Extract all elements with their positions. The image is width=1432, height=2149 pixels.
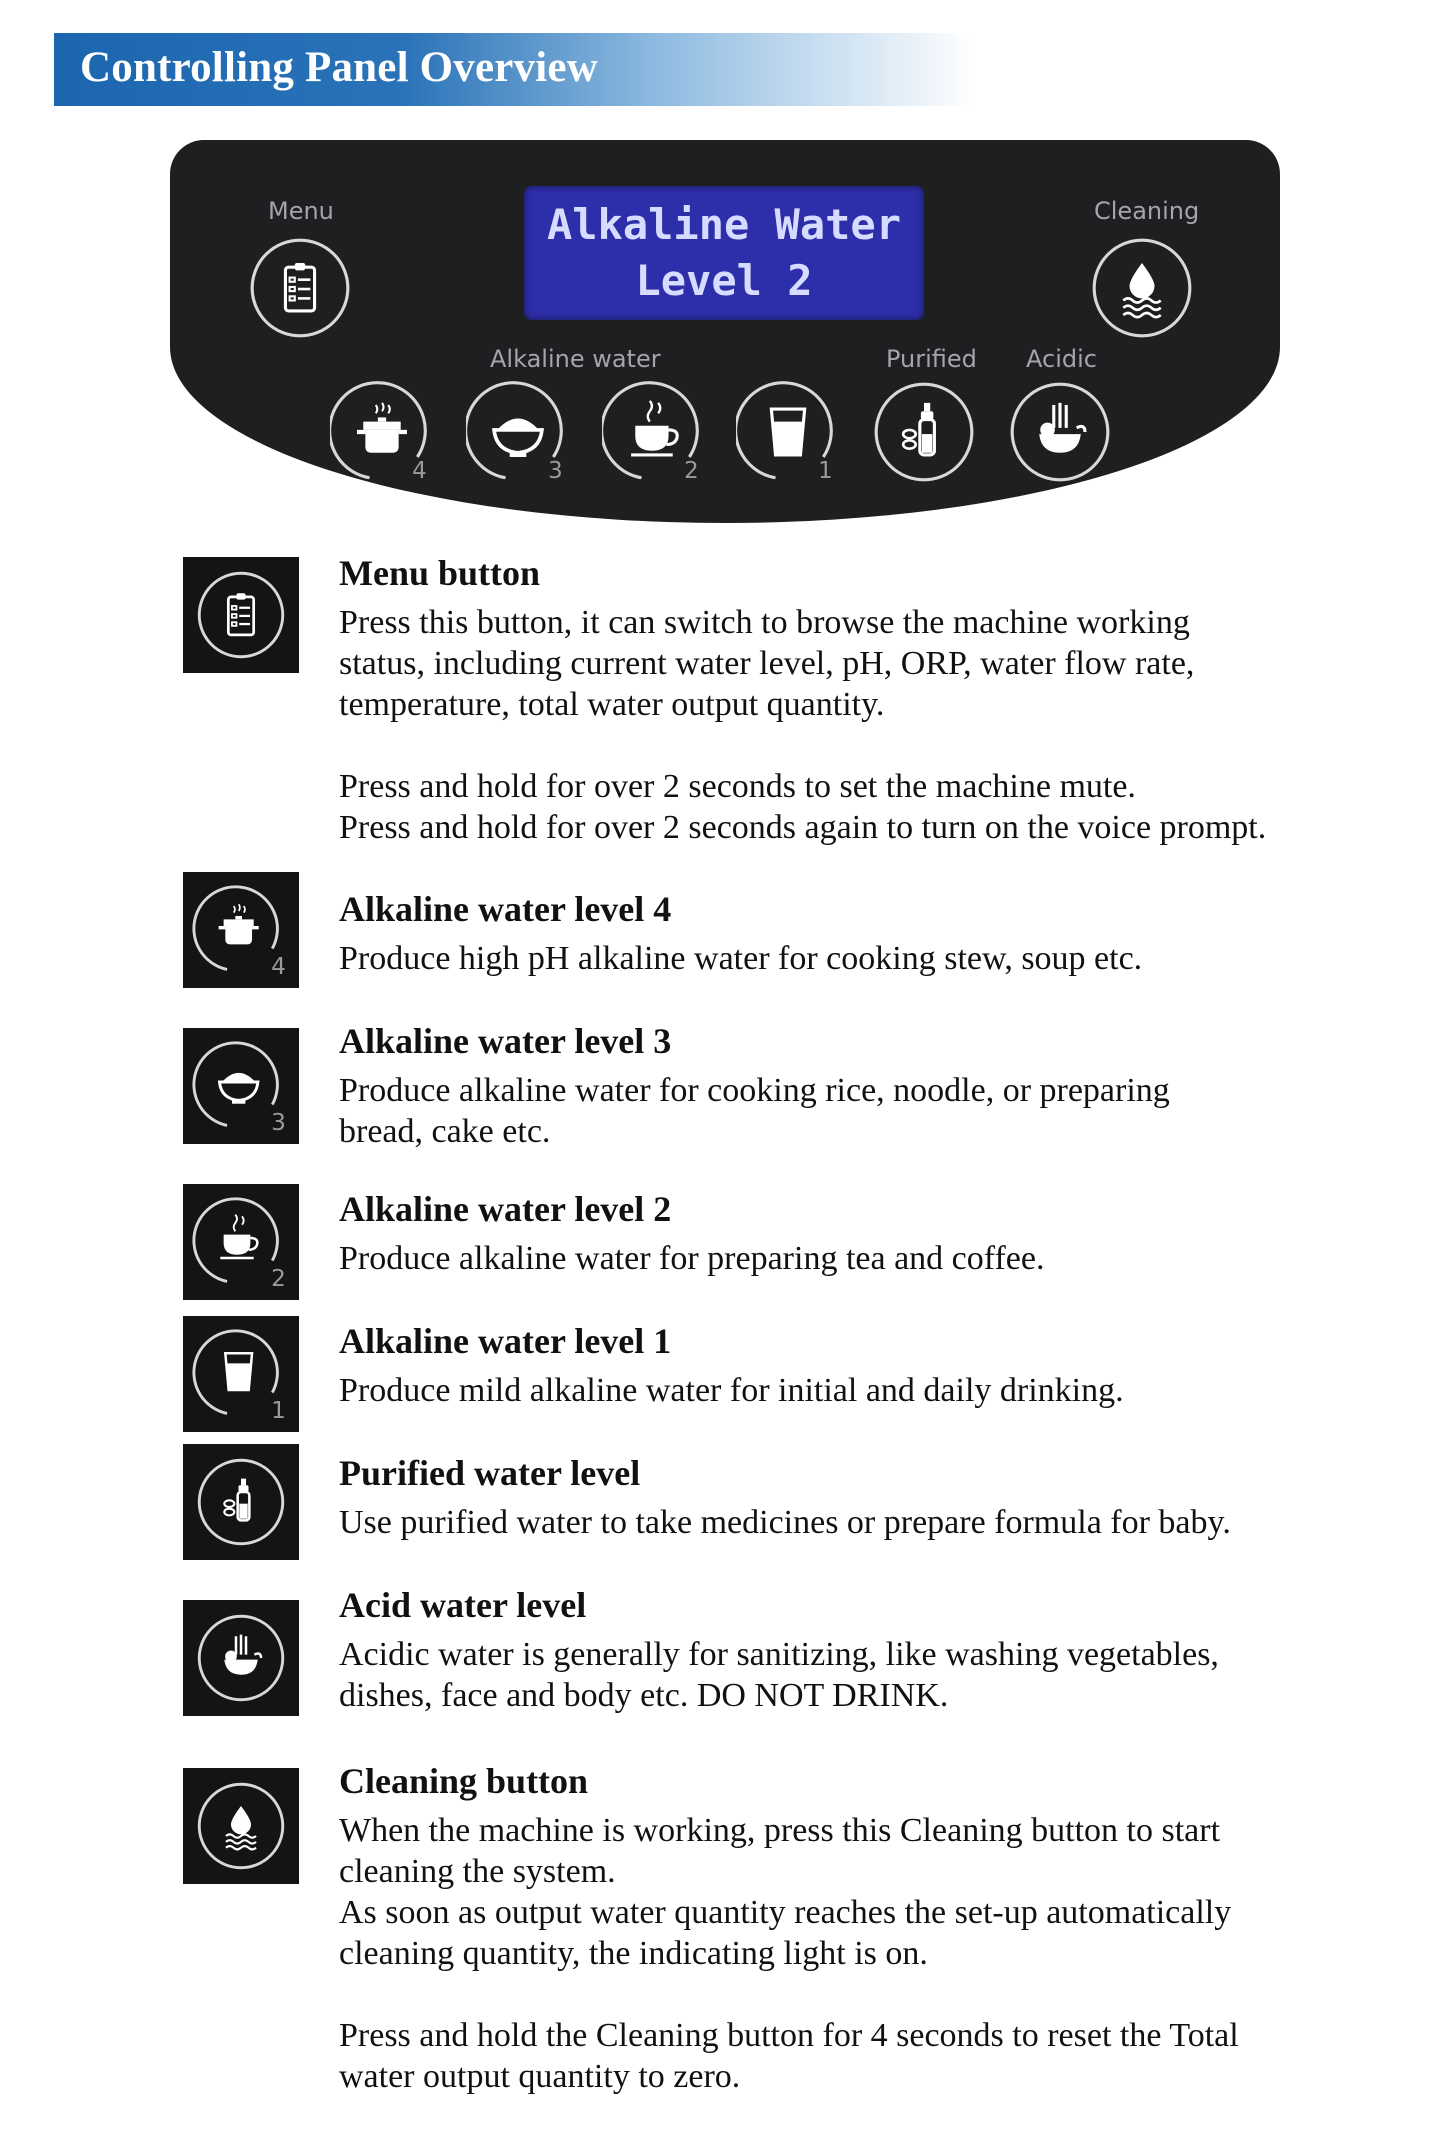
- alkaline-level-4-icon-tile: [183, 872, 299, 988]
- description-line: Use purified water to take medicines or prepare formula for baby.: [339, 1504, 1231, 1541]
- cleaning-button[interactable]: [1090, 236, 1194, 340]
- description-line: Press and hold the Cleaning button for 4 seconds to reset the Total: [339, 2017, 1239, 2054]
- menu-clipboard-icon: [248, 236, 352, 340]
- alkaline-level-2-button[interactable]: [602, 380, 706, 484]
- level-3-number: 3: [271, 1109, 286, 1137]
- baby-bottle-icon: [872, 380, 976, 484]
- description-line: Press this button, it can switch to browse the machine working: [339, 604, 1190, 641]
- acidic-icon-tile: [183, 1600, 299, 1716]
- description-line: As soon as output water quantity reaches the set-up automatically: [339, 1894, 1232, 1931]
- cleaning-label: Cleaning: [1094, 197, 1200, 225]
- section-title: Menu button: [339, 553, 541, 593]
- description-line: temperature, total water output quantity.: [339, 686, 885, 723]
- baby-bottle-icon: [183, 1444, 299, 1560]
- acidic-label: Acidic: [1026, 345, 1097, 373]
- purified-label: Purified: [886, 345, 977, 373]
- rice-bowl-icon: [466, 380, 570, 484]
- vegetable-basket-icon: [1008, 380, 1112, 484]
- description-line: status, including current water level, pH, ORP, water flow rate,: [339, 645, 1195, 682]
- page-title: Controlling Panel Overview: [80, 44, 598, 91]
- purified-button[interactable]: [872, 380, 976, 484]
- description-line: dishes, face and body etc. DO NOT DRINK.: [339, 1677, 949, 1714]
- display-line-1: Alkaline Water: [546, 200, 901, 249]
- cleaning-button-section: [339, 1760, 1399, 2097]
- menu-button[interactable]: [248, 236, 352, 340]
- menu-button-section: [339, 552, 1399, 848]
- description-line: Press and hold for over 2 seconds again to turn on the voice prompt.: [339, 809, 1267, 846]
- alkaline-level-3-button[interactable]: [466, 380, 570, 484]
- vegetable-basket-icon: [183, 1600, 299, 1716]
- alkaline-level-1-button[interactable]: [736, 380, 840, 484]
- level-1-number: 1: [818, 457, 833, 484]
- alkaline-level-2-icon-tile: [183, 1184, 299, 1300]
- water-glass-icon: [736, 380, 840, 484]
- level-4-number: 4: [412, 457, 427, 484]
- level-2-number: 2: [271, 1265, 286, 1293]
- section-title: Acid water level: [339, 1585, 587, 1625]
- section-title: Alkaline water level 1: [339, 1321, 672, 1361]
- description-line: Produce alkaline water for preparing tea and coffee.: [339, 1240, 1045, 1277]
- description-line: bread, cake etc.: [339, 1113, 551, 1150]
- level-1-number: 1: [271, 1397, 286, 1425]
- alkaline-level-3-section: [339, 1020, 1399, 1152]
- description-line: Acidic water is generally for sanitizing, like washing vegetables,: [339, 1636, 1219, 1673]
- description-line: water output quantity to zero.: [339, 2058, 741, 2095]
- level-4-number: 4: [271, 953, 286, 981]
- cleaning-icon-tile: [183, 1768, 299, 1884]
- description-line: When the machine is working, press this Cleaning button to start: [339, 1812, 1221, 1849]
- section-title: Purified water level: [339, 1453, 641, 1493]
- display-line-2: Level 2: [635, 256, 813, 305]
- alkaline-level-1-section: [339, 1320, 1399, 1411]
- alkaline-level-4-section: [339, 888, 1399, 979]
- level-2-number: 2: [684, 457, 699, 484]
- section-title: Alkaline water level 3: [339, 1021, 672, 1061]
- description-line: Produce alkaline water for cooking rice, noodle, or preparing: [339, 1072, 1170, 1109]
- description-line: Produce high pH alkaline water for cooking stew, soup etc.: [339, 940, 1143, 977]
- purified-water-section: [339, 1452, 1399, 1543]
- water-drop-icon: [183, 1768, 299, 1884]
- menu-icon-tile: [183, 557, 299, 673]
- coffee-cup-icon: [183, 1184, 299, 1300]
- menu-clipboard-icon: [183, 557, 299, 673]
- description-line: cleaning the system.: [339, 1853, 616, 1890]
- level-3-number: 3: [548, 457, 563, 484]
- section-title: Cleaning button: [339, 1761, 589, 1801]
- pot-icon: [183, 872, 299, 988]
- rice-bowl-icon: [183, 1028, 299, 1144]
- coffee-cup-icon: [602, 380, 706, 484]
- section-title: Alkaline water level 2: [339, 1189, 672, 1229]
- alkaline-level-2-section: [339, 1188, 1399, 1279]
- alkaline-level-1-icon-tile: [183, 1316, 299, 1432]
- alkaline-level-3-icon-tile: [183, 1028, 299, 1144]
- alkaline-water-label: Alkaline water: [490, 345, 661, 373]
- menu-label: Menu: [268, 197, 334, 225]
- section-header-bar: [54, 33, 974, 106]
- purified-icon-tile: [183, 1444, 299, 1560]
- water-drop-icon: [1090, 236, 1194, 340]
- control-panel: [170, 140, 1280, 523]
- alkaline-level-4-button[interactable]: [330, 380, 434, 484]
- acid-water-section: [339, 1584, 1399, 1716]
- water-glass-icon: [183, 1316, 299, 1432]
- description-line: cleaning quantity, the indicating light is on.: [339, 1935, 928, 1972]
- pot-icon: [330, 380, 434, 484]
- description-line: Produce mild alkaline water for initial and daily drinking.: [339, 1372, 1124, 1409]
- lcd-display: [524, 186, 924, 320]
- description-line: Press and hold for over 2 seconds to set the machine mute.: [339, 768, 1136, 805]
- acidic-button[interactable]: [1008, 380, 1112, 484]
- section-title: Alkaline water level 4: [339, 889, 672, 929]
